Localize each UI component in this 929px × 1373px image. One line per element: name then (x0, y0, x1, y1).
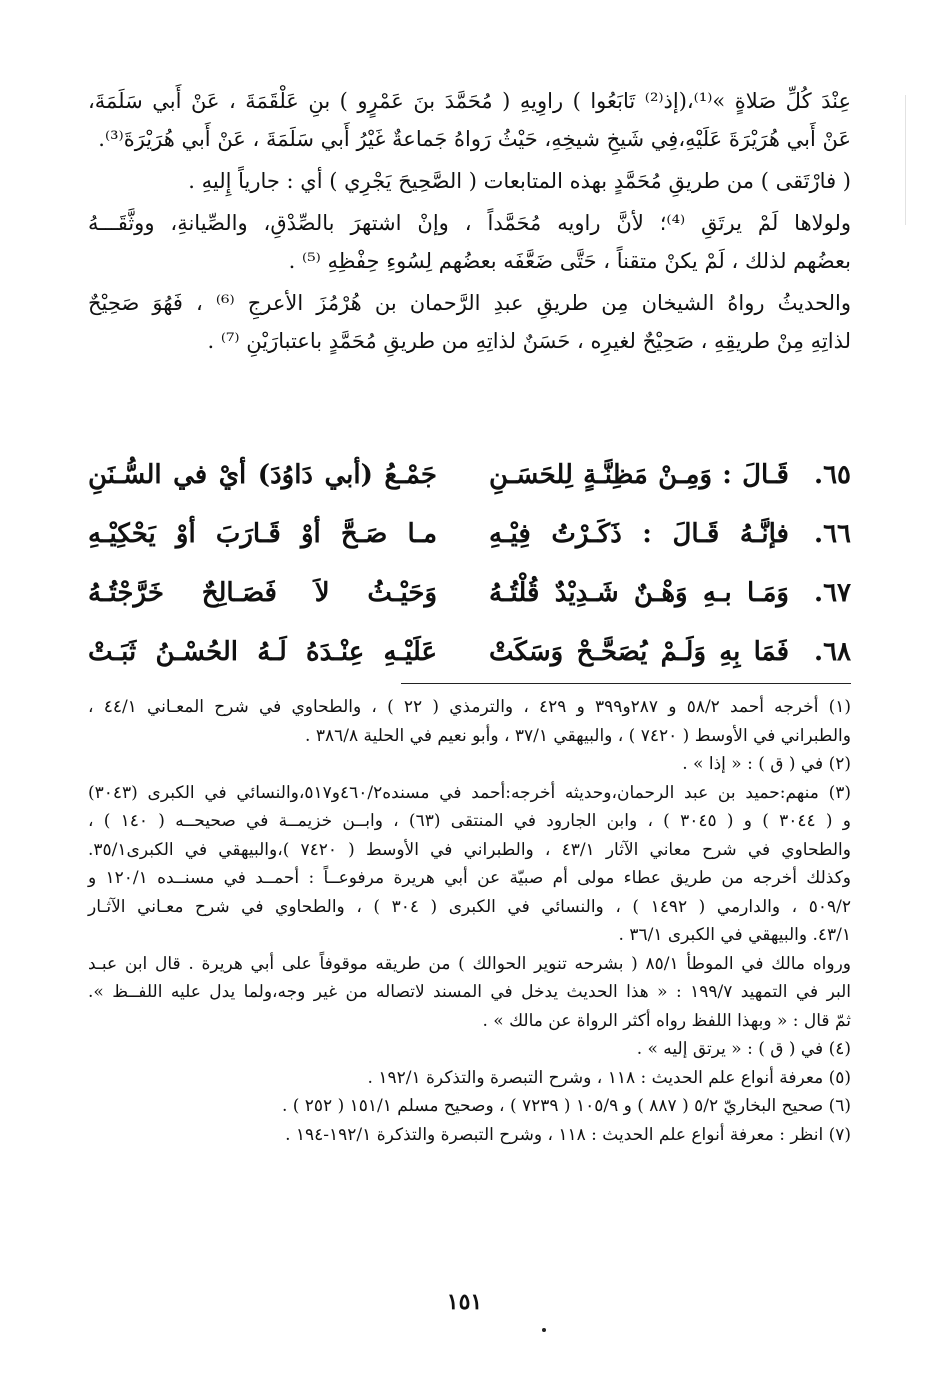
footnote-6 (88, 1092, 851, 1121)
footnote-3 (88, 779, 851, 950)
text-line: والحديثُ رواهُ الشيخان مِن طريقِ عبدِ الرَّحمان بن هُرْمُزَ الأعرجِ ⁽⁶⁾ ، فَهُوَ صَحِيْحٌ (88, 291, 851, 315)
footnote-line: (٤) في ( ق ) : « يرتق إليه » . (636, 1039, 851, 1059)
verse-number: ٦٦. (814, 518, 851, 549)
verse-second-hemistich: وَحَيْـثُ لاَ فَصَـالِحٌ خَرَّجْتُـهُ (88, 577, 437, 608)
footnote-5 (88, 1064, 851, 1093)
footnote-1 (88, 693, 851, 750)
poem-verses (88, 445, 851, 681)
verse-second-hemistich: جَمْـعُ (أبي دَاوُدَ) أيْ في السُّـنَنِ (88, 459, 437, 490)
footnote-line: (١) أخرجه أحمد ٥٨/٢ و ٢٨٧و٣٩٩ و ٤٢٩ ، والترمذي ( ٢٢ ) ، والطحاوي في شرح المعـاني ٤٤/١ ، (88, 697, 852, 717)
verse-number: ٦٨. (814, 636, 851, 667)
footnote-line: ورواه مالك في الموطأ ٨٥/١ ( بشرحه تنوير الحوالك ) من طريقه موقوفاً على أبي هريرة . قال ابن عبـد (88, 953, 852, 974)
verse-second-hemistich: عَلَيْـهِ عِنْـدَهُ لَـهُ الحُسْـنُ ثَبَـتْ (88, 636, 437, 667)
text-line: بعضُهم لذلك ، لَمْ يكنْ متقناً ، حَتَّى ضَعَّفَه بعضُهم لِسُوءِ حِفْظِهِ ⁽⁵⁾ . (288, 249, 851, 273)
margin-shadow-line (905, 95, 906, 225)
footnote-line: والطبراني في الأوسط ( ٧٤٢٠ ) ، والبيهقي ٣٧/١ ، وأبو نعيم في الحلية ٣٨٦/٨ . (305, 725, 851, 746)
footnotes (88, 693, 851, 1149)
verse-first-hemistich: فإنَّـهُ قَـالَ : ذَكَـرْتُ فِيْـهِ (489, 518, 789, 549)
footnote-line: (٦) صحيح البخاريّ ٥/٢ ( ٨٨٧ ) و ١٠٥/٩ ( ٧٢٣٩ ) ، وصحيح مسلم ١٥١/١ ( ٢٥٢ ) . (281, 1096, 851, 1116)
footnote-line: وكذلك أخرجه من طريق عطاء مولى أم صبيّة عن أبي هريرة مرفوعــاً : أحمــد في مسنــده ١٢٠/١ و (88, 868, 852, 888)
text-line: ولولاها لَمْ يرتَقِ ⁽⁴⁾؛ لأنَّ راويه مُحَمَّداً ، وإنْ اشتهرَ بالصِّدْقِ، والصِّيانةِ، ووثَّقَـــهُ (88, 211, 852, 235)
footnote-line: (٢) في ( ق ) : « إذا » . (682, 754, 851, 774)
verse-67 (88, 563, 851, 622)
print-dot (542, 1328, 546, 1332)
footnote-line: ٤٣/١. والبيهقي في الكبرى ٣٦/١ . (618, 925, 851, 945)
footnote-3-continued (88, 950, 851, 1036)
verse-68 (88, 622, 851, 681)
text-line: عِنْدَ كُلِّ صَلاةٍ »⁽¹⁾،(إذ⁽²⁾ تَابَعُوا ) راوِيهِ ( مُحَمَّدَ بنَ عَمْرٍو ) بنِ عَلْقَمَةَ ، عَنْ أَبي سَلَمَةَ، (88, 89, 852, 113)
paragraph-1 (88, 82, 851, 158)
footnote-line: ٥٠٩/٢ ، والدارمي ( ١٤٩٢ ) ، والنسائي في الكبرى ( ٣٠٤ ) ، والطحاوي في شرح معـاني الآثـار (88, 896, 851, 917)
verse-number: ٦٧. (814, 577, 851, 608)
footnote-separator (401, 683, 851, 684)
verse-65 (88, 445, 851, 504)
paragraph-3 (88, 204, 851, 280)
footnote-2 (88, 750, 851, 779)
main-text (88, 82, 851, 364)
text-line: عَنْ أَبي هُرَيْرَةَ عَلَيْهِ،فِي شَيخِ شيخِهِ، حَيْثُ رَواهُ جَماعةٌ غَيْرُ أَبي سَلَمَةَ ، عَنْ أَبي هُرَيْرَةَ⁽³⁾. (98, 127, 851, 151)
verse-66 (88, 504, 851, 563)
verse-first-hemistich: قَـالَ : وَمِـنْ مَظِنَّـةٍ لِلحَسَـنِ (489, 459, 789, 490)
text-line: لذاتِهِ مِنْ طريقِهِ ، صَحِيْحٌ لغيرِه ، حَسَنٌ لذاتِهِ من طريقِ مُحَمَّدٍ باعتبارَيْنِ ⁽⁷⁾ . (207, 329, 851, 353)
footnote-line: البر في التمهيد ١٩٩/٧ : « هذا الحديث يدخل في المسند لاتصاله من غير وجه،ولما يدل عليه اللفــظ ». (88, 982, 851, 1002)
paragraph-4 (88, 284, 851, 360)
text-line: ( فارْتَقى ) من طريقِ مُحَمَّدٍ بهذه المتابعات ( الصَّحِيحَ يَجْرِي ) أي : جارياً إِليهِ . (188, 169, 851, 193)
footnote-line: ثمّ قال : « وبهذا اللفظ رواه أكثر الرواة عن مالك » . (482, 1010, 851, 1031)
footnote-line: (٣) منهم:حميد بن عبد الرحمان،وحديثه أخرجه:أحمد في مسنده٤٦٠/٢و٥١٧،والنسائي في الكبرى (٣٠٤٣) (88, 782, 851, 803)
verse-second-hemistich: مـا صَـحَّ أوْ قَـارَبَ أوْ يَحْكِيْـهِ (88, 518, 437, 549)
footnote-4 (88, 1035, 851, 1064)
footnote-line: والطحاوي في شرح معاني الآثار ٤٣/١ ، والطبراني في الأوسط ( ٧٤٢٠ )،والبيهقي في الكبرى٣٥/١. (88, 839, 851, 860)
footnote-7 (88, 1121, 851, 1150)
paragraph-2 (88, 162, 851, 200)
footnote-line: (٧) انظر : معرفة أنواع علم الحديث : ١١٨ ، وشرح التبصرة والتذكرة ١٩٢/١-١٩٤ . (285, 1124, 851, 1145)
page-number: ١٥١ (446, 1289, 483, 1315)
verse-first-hemistich: فَمَا بِهِ وَلَـمْ يُصَحَّـحْ وَسَكَتْ (489, 636, 789, 667)
verse-first-hemistich: وَمَـا بـهِ وَهْـنٌ شَـدِيْدٌ قُلْتُـهُ (489, 577, 789, 608)
footnote-line: و ( ٣٠٤٤ ) و ( ٣٠٤٥ ) ، وابن الجارود في المنتقى (٦٣) ، وابــن خزيمــة في صحيحــه ( ١٤٠ ) ، (88, 811, 851, 831)
verse-number: ٦٥. (814, 459, 851, 490)
footnote-line: (٥) معرفة أنواع علم الحديث : ١١٨ ، وشرح التبصرة والتذكرة ١٩٢/١ . (367, 1067, 851, 1088)
